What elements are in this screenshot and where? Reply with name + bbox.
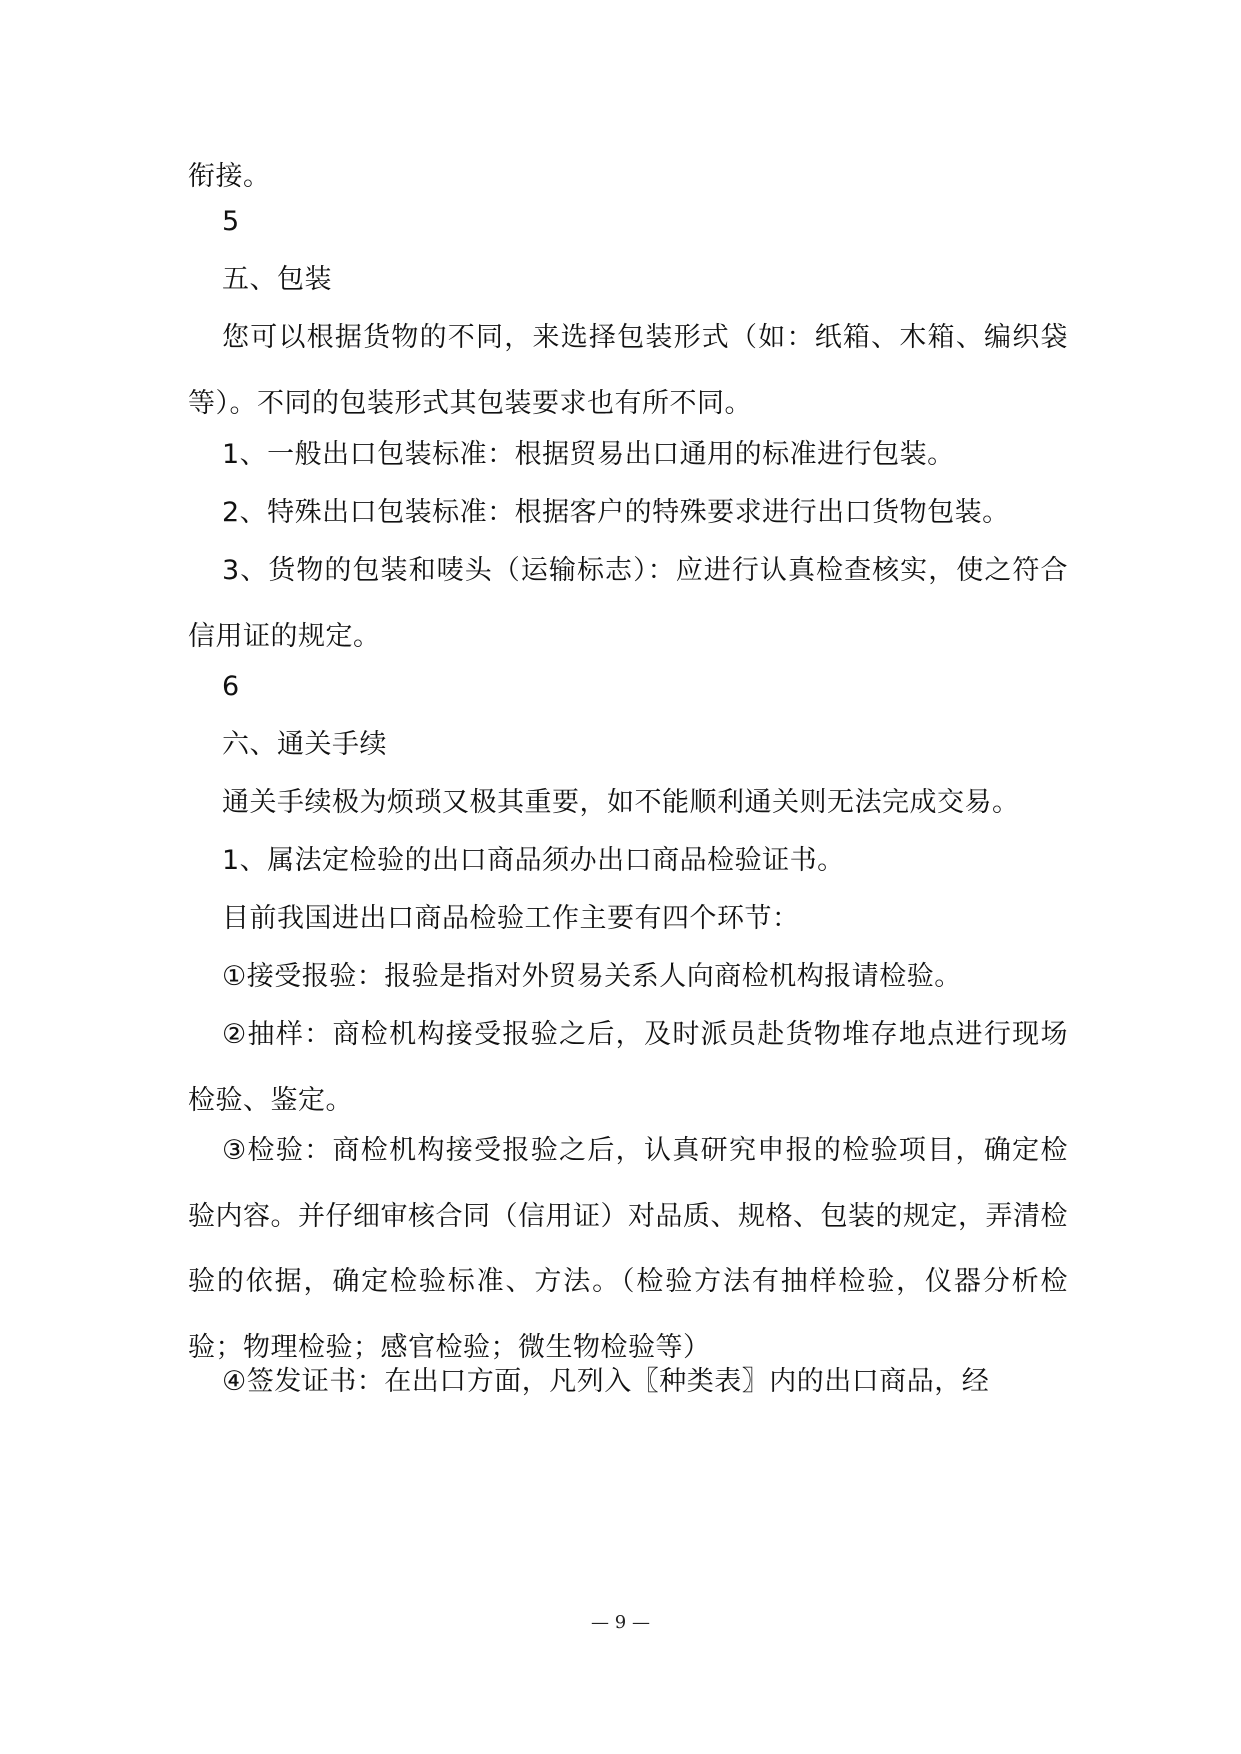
section-number-6: 6 [222,671,240,702]
section-number-5: 5 [222,206,240,237]
list-item-inspection-step-3: ③检验：商检机构接受报验之后，认真研究申报的检验项目，确定检验内容。并仔细审核合同（信用证）对品质、规格、包装的规定，弄清检验的依据，确定检验标准、方法。（检验方法有抽样检验，仪器分析检验；物理检验；感官检验；微生物检验等） [188,1135,1068,1363]
paragraph-packaging-intro: 您可以根据货物的不同，来选择包装形式（如：纸箱、木箱、编织袋等）。不同的包装形式其包装要求也有所不同。 [188,322,1068,419]
page-number: — 9 — [591,1612,650,1633]
section-heading-packaging: 五、包装 [222,264,332,295]
paragraph-inspection-steps-intro: 目前我国进出口商品检验工作主要有四个环节： [222,903,800,934]
list-item-inspection-step-1: ①接受报验：报验是指对外贸易关系人向商检机构报请检验。 [222,961,962,992]
list-item-packaging-1: 1、一般出口包装标准：根据贸易出口通用的标准进行包装。 [222,439,955,470]
list-item-packaging-3: 3、货物的包装和唛头（运输标志）：应进行认真检查核实，使之符合信用证的规定。 [188,555,1068,652]
paragraph-continuation: 衔接。 [188,161,271,192]
list-item-inspection-step-4: ④签发证书：在出口方面，凡列入〖种类表〗内的出口商品，经 [222,1366,990,1397]
list-item-inspection-step-2: ②抽样：商检机构接受报验之后，及时派员赴货物堆存地点进行现场检验、鉴定。 [188,1019,1068,1116]
section-heading-customs: 六、通关手续 [222,729,387,760]
paragraph-customs-intro: 通关手续极为烦琐又极其重要，如不能顺利通关则无法完成交易。 [222,787,1020,818]
list-item-packaging-2: 2、特殊出口包装标准：根据客户的特殊要求进行出口货物包装。 [222,497,1010,528]
list-item-customs-1: 1、属法定检验的出口商品须办出口商品检验证书。 [222,845,845,876]
